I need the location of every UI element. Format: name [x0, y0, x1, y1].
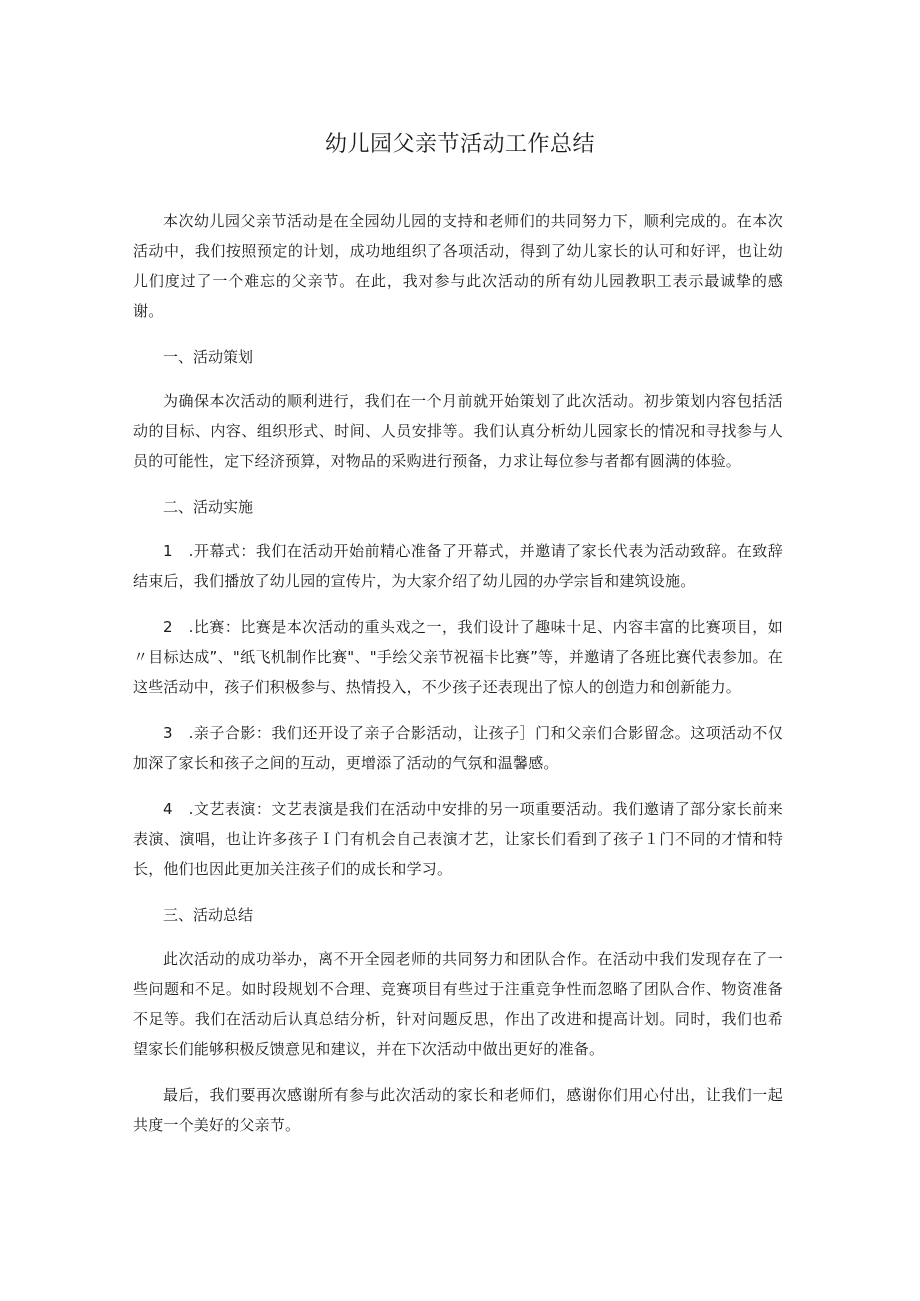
document-body [133, 206, 783, 1156]
section-heading-planning: 一、活动策划 [163, 348, 254, 366]
implementation-item-photo: 3 .亲子合影：我们还开设了亲子合影活动，让孩子］门和父亲们合影留念。这项活动不仅加深了家长和孩子之间的互动，更增添了活动的气氛和温馨感。 [133, 724, 783, 772]
closing-paragraph: 最后，我们要再次感谢所有参与此次活动的家长和老师们，感谢你们用心付出，让我们一起共度一个美好的父亲节。 [133, 1086, 783, 1134]
section-heading-implementation: 二、活动实施 [163, 498, 254, 516]
intro-paragraph: 本次幼儿园父亲节活动是在全园幼儿园的支持和老师们的共同努力下，顺利完成的。在本次活动中，我们按照预定的计划，成功地组织了各项活动，得到了幼儿家长的认可和好评，也让幼儿们度过了一个难忘的父亲节。在此，我对参与此次活动的所有幼儿园教职工表示最诚挚的感谢。 [133, 212, 783, 320]
implementation-item-performance: 4 .文艺表演：文艺表演是我们在活动中安排的另一项重要活动。我们邀请了部分家长前来表演、演唱，也让许多孩子Ｉ门有机会自己表演才艺，让家长们看到了孩子１门不同的才情和特长，他们也因此更加关注孩子们的成长和学习。 [133, 800, 783, 878]
implementation-item-competition: 2 .比赛：比赛是本次活动的重头戏之一，我们设计了趣味十足、内容丰富的比赛项目，如〃目标达成”、"纸飞机制作比赛"、"手绘父亲节祝福卡比赛”等，并邀请了各班比赛代表参加。在这些活动中，孩子们积极参与、热情投入，不少孩子还表现出了惊人的创造力和创新能力。 [133, 618, 783, 696]
planning-paragraph: 为确保本次活动的顺利进行，我们在一个月前就开始策划了此次活动。初步策划内容包括活动的目标、内容、组织形式、时间、人员安排等。我们认真分析幼儿园家长的情况和寻找参与人员的可能性，定下经济预算，对物品的采购进行预备，力求让每位参与者都有圆满的体验。 [133, 392, 783, 470]
summary-paragraph: 此次活动的成功举办，离不开全园老师的共同努力和团队合作。在活动中我们发现存在了一些问题和不足。如时段规划不合理、竞赛项目有些过于注重竞争性而忽略了团队合作、物资准备不足等。我们在活动后认真总结分析，针对问题反思，作出了改进和提高计划。同时，我们也希望家长们能够积极反馈意见和建议，并在下次活动中做出更好的准备。 [133, 950, 783, 1058]
section-heading-summary: 三、活动总结 [163, 906, 254, 924]
implementation-item-opening: 1 .开幕式：我们在活动开始前精心准备了开幕式，并邀请了家长代表为活动致辞。在致辞结束后，我们播放了幼儿园的宣传片，为大家介绍了幼儿园的办学宗旨和建筑设施。 [133, 542, 783, 590]
document-title: 幼儿园父亲节活动工作总结 [324, 132, 595, 157]
